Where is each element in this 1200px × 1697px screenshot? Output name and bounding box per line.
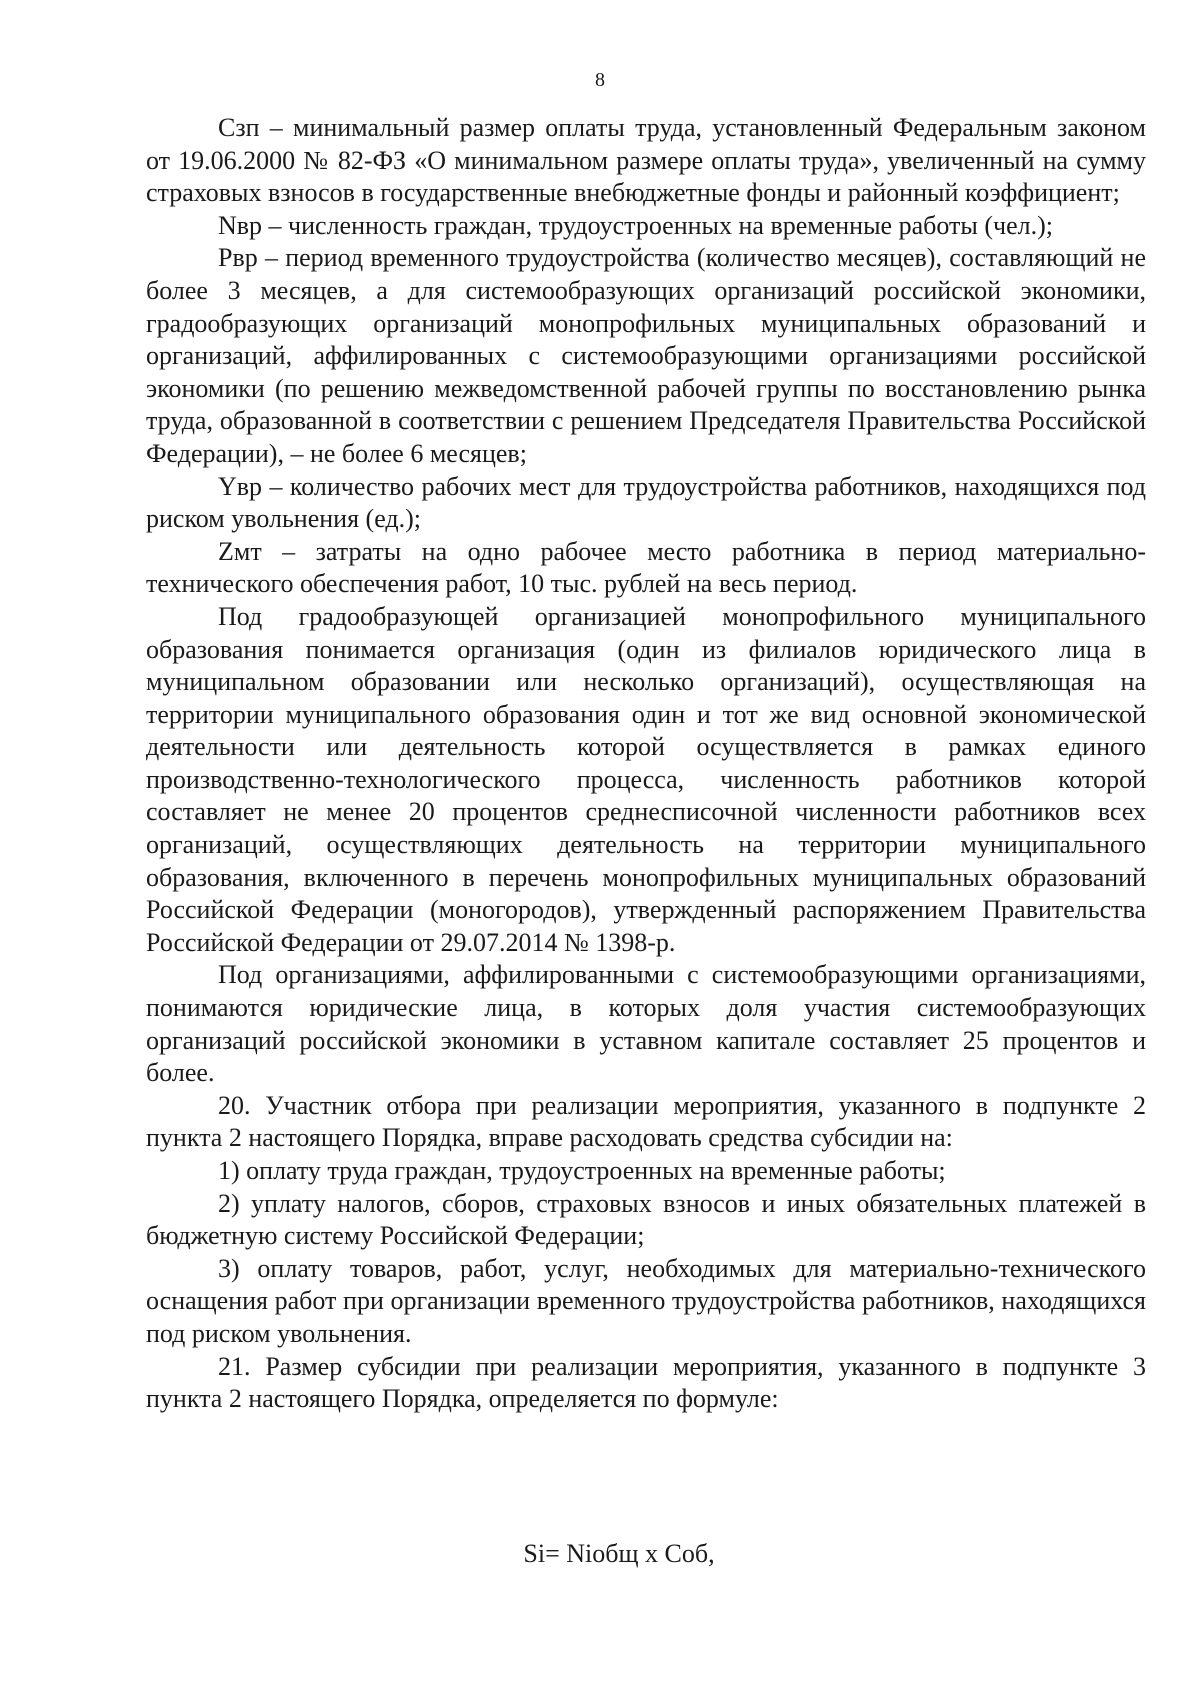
paragraph-nvr-definition: Nвр – численность граждан, трудоустроенных на временные работы (чел.); <box>218 210 1053 240</box>
page-number: 8 <box>595 69 605 91</box>
document-body <box>146 112 1146 1416</box>
paragraph-item-20: 20. Участник отбора при реализации мероприятия, указанного в подпункте 2 пункта 2 настоящего Порядка, вправе расходовать средства субсидии на: <box>146 1090 1146 1153</box>
list-item-3: 3) оплату товаров, работ, услуг, необходимых для материально-технического оснащения работ при организации временного трудоустройства работников, находящихся под риском увольнения. <box>146 1253 1146 1348</box>
list-item-2: 2) уплату налогов, сборов, страховых взносов и иных обязательных платежей в бюджетную систему Российской Федерации; <box>146 1188 1146 1251</box>
paragraph-affiliated-organizations: Под организациями, аффилированными с системообразующими организациями, понимаются юридические лица, в которых доля участия системообразующих организаций российской экономики в уставном капитале составляет 25 процентов и более. <box>146 960 1146 1088</box>
paragraph-rvr-definition: Рвр – период временного трудоустройства (количество месяцев), составляющий не более 3 месяцев, а для системообразующих организаций российской экономики, градообразующих организаций монопрофильных муниципальных образований и организаций, аффилированных с системообразующими организациями российской экономики (по решению межведомственной рабочей группы по восстановлению рынка труда, образованной в соответствии с решением Председателя Правительства Российской Федерации), – не более 6 месяцев; <box>146 243 1146 468</box>
subsidy-formula: Si= Niобщ x Соб, <box>523 1539 715 1568</box>
paragraph-town-forming-organization: Под градообразующей организацией монопрофильного муниципального образования понимается организация (один из филиалов юридического лица в муниципальном образовании или несколько организаций), осуществляющая на территории муниципального образования один и тот же вид основной экономической деятельности или деятельность которой осуществляется в рамках единого производственно-технологического процесса, численность работников которой составляет не менее 20 процентов среднесписочной численности работников всех организаций, осуществляющих деятельность на территории муниципального образования, включенного в перечень монопрофильных муниципальных образований Российской Федерации (моногородов), утвержденный распоряжением Правительства Российской Федерации от 29.07.2014 № 1398-р. <box>146 601 1146 957</box>
list-item-1: 1) оплату труда граждан, трудоустроенных на временные работы; <box>218 1156 946 1185</box>
paragraph-czp-definition: Сзп – минимальный размер оплаты труда, установленный Федеральным законом от 19.06.2000 № 82-ФЗ «О минимальном размере оплаты труда», увеличенный на сумму страховых взносов в государственные внебюджетные фонды и районный коэффициент; <box>146 113 1146 208</box>
paragraph-yvr-definition: Yвр – количество рабочих мест для трудоустройства работников, находящихся под риском увольнения (ед.); <box>146 471 1146 534</box>
paragraph-item-21: 21. Размер субсидии при реализации мероприятия, указанного в подпункте 3 пункта 2 настоящего Порядка, определяется по формуле: <box>146 1351 1146 1414</box>
paragraph-zmt-definition: Zмт – затраты на одно рабочее место работника в период материально-технического обеспечения работ, 10 тыс. рублей на весь период. <box>146 536 1146 599</box>
